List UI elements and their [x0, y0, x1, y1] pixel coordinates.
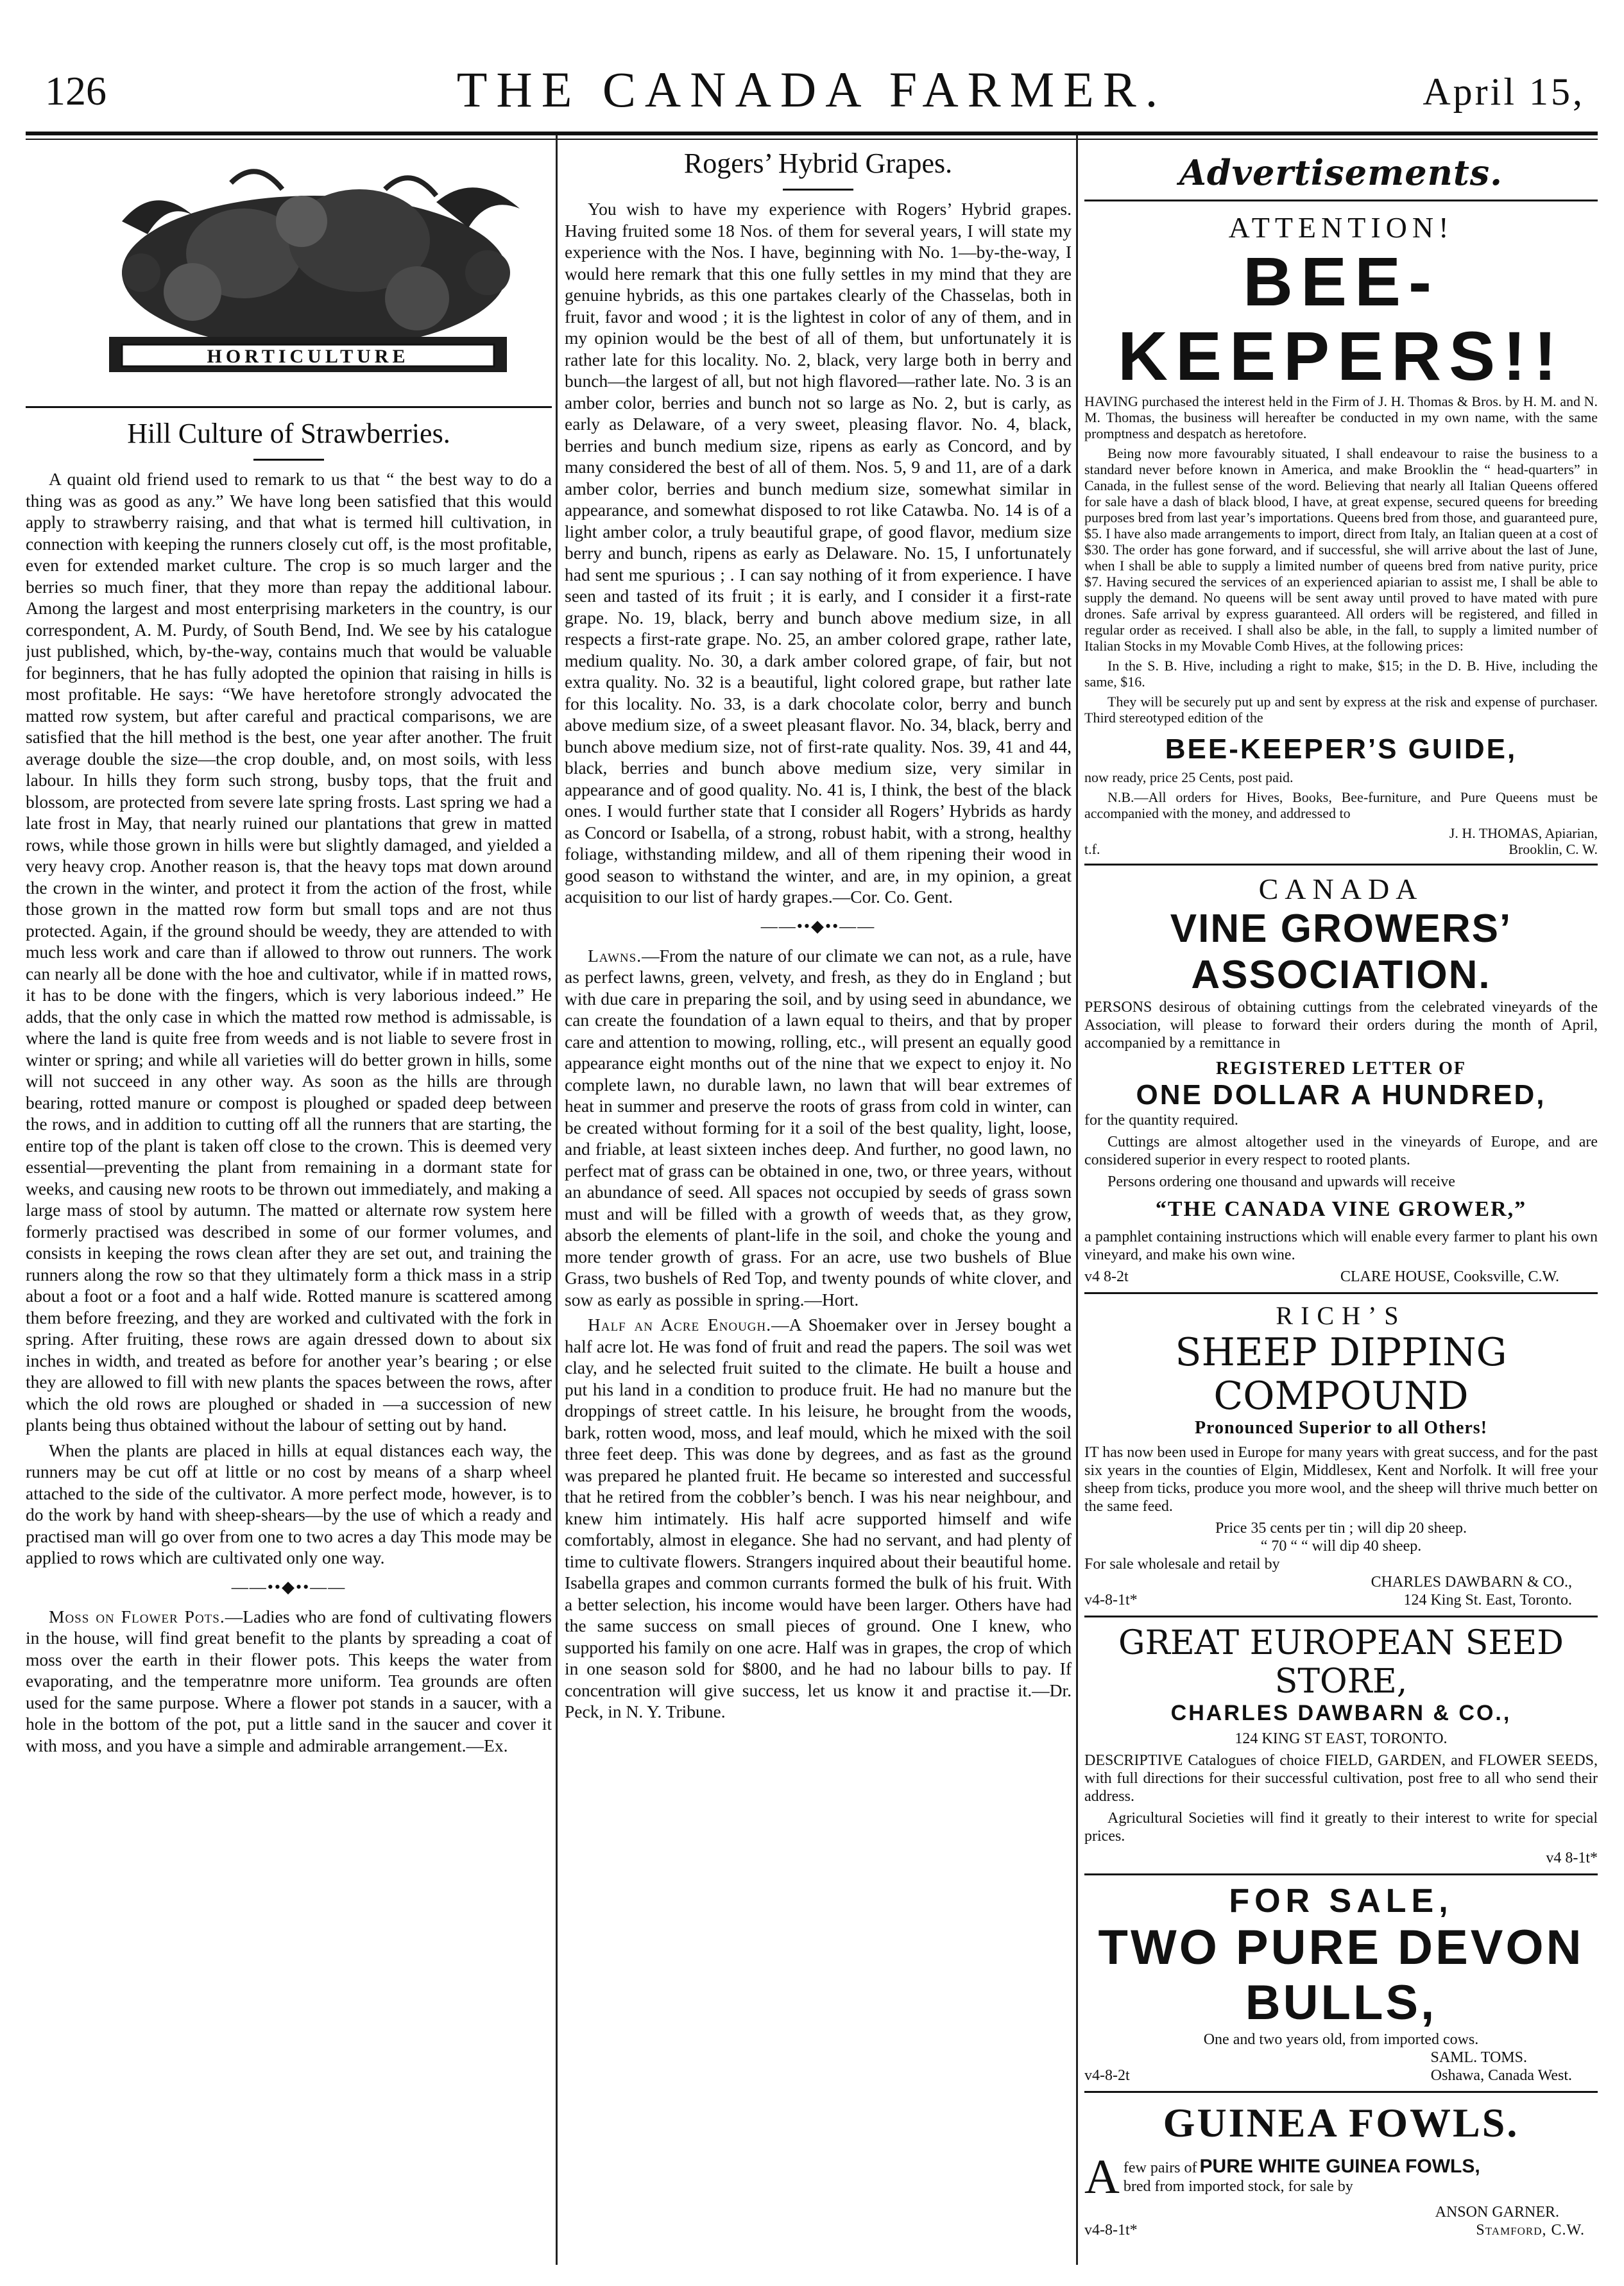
ad-bee-keepers [1084, 210, 1598, 857]
article-paragraph [26, 1606, 552, 1757]
ad-paragraph: Agricultural Societies will find it greatly to their interest to write for special prices. [1084, 1810, 1598, 1845]
ad-paragraph: They will be securely put up and sent by express at the risk and expense of purchaser. Third stereotyped edition of the [1084, 694, 1598, 726]
article-text: —From the nature of our climate we can not, as a rule, have as perfect lawns, green, velvety, and fresh, as they do in England ; but with due care in preparing the soil, and by using seed in abundance, we can create the foundation of a lawn equal to theirs, and that by proper care and attention to mowing, rolling, etc., will present an equally good appearance eight months out of the nine that we expect to enjoy it. No complete lawn, no durable lawn, no lawn that will bear extremes of heat in summer and preserve the roots of grass from cold in winter, can be created without forming for it a soil of the best quality, light, loose, and friable, at least sixteen inches deep. And further, no good lawn, no perfect mat of grass can be obtained in one, two, or three years, without an abundance of seed. All spaces not occupied by seeds of grass sown must and will be filled with a growth of weeds that, as they grow, absorb the elements of plant-life in the soil, and choke the young and more tender growth of grass. For an acre, use two bushels of Blue Grass, two bushels of Red Top, and twenty pounds of white clover, and sow as early as possible in spring.—Hort. [565, 945, 1072, 1309]
ad-price: Price 35 cents per tin ; will dip 20 sheep. [1215, 1520, 1467, 1537]
article-paragraph [565, 1314, 1072, 1723]
section-rule [26, 406, 552, 408]
header-rule-thin [26, 139, 1598, 140]
ad-headline: GREAT EUROPEAN SEED STORE, [1118, 1624, 1564, 1701]
article-text: —A Shoemaker over in Jersey bought a half acre lot. He was fond of fruit and read the papers. The soil was wet clay, and he selected fruit suited to the climate. He built a house and put his land in a condition to produce fruit. He had no manure but the droppings of street cattle. In his leisure, he brought from the woods, bark, rotten wood, moss, and leaf mould, which he mixed with the soil three feet deep. This was done by degrees, and as fast as the ground was prepared he planted fruit. He became so interested and successful that he retired from the cobbler’s bench. I was his near neighbour, and knew him intimately. His half acre supported himself and wife comfortably, almost in elegance. She had no servant, and had plenty of time to cultivate flowers. Strangers inquired about their beautiful home. Isabella grapes and common currants formed the bulk of his fruit. With a better selection, his income would have been larger. Others have had the same success on small pieces of ground. One I knew, who supported his family on one acre. Half was in grapes, the crop of which in one season sold for $800, and he had no labour bills to pay. If concentration will give success, let us know it and practise it.—Dr. Peck, in N. Y. Tribune. [565, 1315, 1072, 1721]
ad-paragraph: N.B.—All orders for Hives, Books, Bee-furniture, and Pure Queens must be accompanied with the money, and addressed to [1084, 789, 1598, 821]
ad-line-few: few pairs of [1123, 2160, 1197, 2176]
ad-paragraph: Cuttings are almost altogether used in the vineyards of Europe, and are considered superior in every respect to rooted plants. [1084, 1134, 1598, 1168]
ad-sale: For sale wholesale and retail by [1084, 1556, 1280, 1573]
ad-price: “ 70 “ “ will dip 40 sheep. [1260, 1538, 1422, 1555]
horticulture-label: HORTICULTURE [207, 346, 409, 367]
ad-headline: VINE GROWERS’ ASSOCIATION. [1170, 907, 1512, 997]
ad-line-bold: PURE WHITE GUINEA FOWLS, [1199, 2156, 1480, 2177]
ad-pamphlet-title: “THE CANADA VINE GROWER,” [1155, 1197, 1527, 1221]
column-2 [565, 144, 1072, 2262]
column-3-advertisements [1084, 144, 1598, 2262]
ad-guide-title: BEE-KEEPER’S GUIDE, [1165, 733, 1517, 765]
ad-registered-letter: REGISTERED LETTER OF [1215, 1059, 1467, 1079]
article-title: Hill Culture of Strawberries. [127, 418, 450, 449]
ad-devon-bulls [1084, 1882, 1598, 2085]
ad-dropcap: A [1084, 2156, 1120, 2197]
ad-code: v4-8-2t [1084, 2067, 1130, 2084]
ad-code: v4 8-2t [1084, 1268, 1129, 1285]
ad-footer-row [1084, 2067, 1598, 2085]
paper-title: THE CANADA FARMER. [456, 62, 1167, 117]
ad-rule [1084, 1616, 1598, 1617]
ad-for-sale: FOR SALE, [1229, 1882, 1453, 1920]
advertisements-heading: Advertisements. [1179, 152, 1503, 193]
ad-guide-note: now ready, price 25 Cents, post paid. [1084, 769, 1294, 785]
column-rule [1076, 135, 1078, 2265]
ad-richs: RICH’S [1276, 1301, 1406, 1330]
ad-seller: SAML. TOMS. [1430, 2049, 1527, 2066]
ad-footer-row [1084, 1591, 1598, 1609]
ad-footer-row [1084, 2221, 1598, 2239]
ad-paragraph: a pamphlet containing instructions which will enable every farmer to plant his own vineyard, and make his own wine. [1084, 1229, 1598, 1263]
ad-sheep-dipping [1084, 1301, 1598, 1609]
page-number: 126 [45, 68, 107, 114]
ad-place: Oshawa, Canada West. [1430, 2067, 1572, 2084]
article-paragraph: When the plants are placed in hills at equal distances each way, the runners may be cut off at little or no cost by means of a sharp wheel attached to the side of the cultivator. A more perfect mode, however, is to do the work by hand with sheep-shears—by the use of which a ready and practised man will go over from one to two acres a day This mode may be applied to rows which are cultivated only one way. [26, 1440, 552, 1567]
ad-paragraph: PERSONS desirous of obtaining cuttings from the celebrated vineyards of the Association, will please to forward their orders during the month of April, accompanied by a remittance in [1084, 999, 1598, 1052]
title-rule [253, 459, 324, 461]
ad-signer-row [1084, 841, 1598, 857]
article-paragraph: A quaint old friend used to remark to us that “ the best way to do a thing was as good as any.” We have long been satisfied that this would apply to strawberry raising, and that what is termed hill cultivation, in connection with keeping the runners closely cut off, is the most profitable, even for extended market culture. The crop is so much larger and the berries so much finer, that they more than repay the additional labour. Among the largest and most enterprising marketers in the country, is our correspondent, A. M. Purdy, of South Bend, Ind. We see by his catalogue just published, which, by-the-way, contains much that would be valuable for beginners, that he has fully adopted the opinion that raising in hills is most profitable. He says: “We have heretofore strongly advocated the matted row system, but after careful and practical comparisons, we are satisfied that the hill method is the best, one year after another. The fruit average double the size—the crop double, and, on most soils, with less labour. In hills they form such strong, busby tops, that the fruit and blossom, are protected from severe late spring frosts. Last spring we had a late frost in May, that nearly ruined our plantations that grew in matted rows, while those grown in hills were but slightly damaged, and yielded a very heavy crop. Another reason is, that the heavy tops mat down around the crown in the winter, and protect it from the action of the frost, while those grown in the matted row form but small tops and are not thus protected. Again, if the ground should be weedy, they are attended to with much less work and care than if allowed to throw out runners. The work can nearly all be done with the hoe and cultivator, while if in matted rows, it has to be done with the fingers, which is very laborious indeed.” He adds, that the only case in which the matted row method is admissable, is where the land is quite free from weeds and is not liable to severe frost in winter or spring; and while all varieties will do better grown in hills, some will not succeed in any other way. As soon as the hills are through bearing, rotted manure or compost is ploughed or spaded deep between the rows, and in addition to cutting off all the runners that are starting, the entire top of the plant is taken off close to the crown. This is deemed very essential—preventing the plant from remaining in a dormant state for weeks, and causing new roots to be thrown out immediately, and making a large mass of stool by autumn. The matted or alternate row system here formerly practised was described in some of our former volumes, and consists in keeping the rows clean after they are set out, and training the runners along the row so that they ultimately form a thick mass in a strip about a foot or a foot and a half wide. Rotted manure is scattered among them before freezing, and they are worked and cultivated with the fork in spring. After fruiting, these rows are again dressed down to about six inches in width, and treated as before for another year’s bearing ; or else they are allowed to fill with new plants the spaces between the rows, after which the old rows are ploughed or shaded in —a succession of new plants being thus obtained without the labour of setting out by hand. [26, 469, 552, 1435]
horticulture-engraving [26, 144, 552, 401]
ad-code: v4-8-1t* [1084, 1592, 1138, 1608]
ad-code: v4-8-1t* [1084, 2222, 1138, 2239]
ad-paragraph: Persons ordering one thousand and upwards will receive [1107, 1173, 1455, 1190]
ad-paragraph: HAVING purchased the interest held in the Firm of J. H. Thomas & Bros. by H. M. and N. M. Thomas, the business will hereafter be conducted in my own name, with the same promptness and despatch as heretofore. [1084, 393, 1598, 441]
ad-pronounced: Pronounced Superior to all Others! [1194, 1418, 1488, 1438]
ad-paragraph: In the S. B. Hive, including a right to make, $15; in the D. B. Hive, including the same, $16. [1084, 658, 1598, 690]
ad-address: 124 KING ST EAST, TORONTO. [1235, 1730, 1448, 1747]
article-title: Rogers’ Hybrid Grapes. [683, 148, 953, 179]
ad-address: CLARE HOUSE, Cooksville, C.W. [1340, 1268, 1559, 1285]
ad-rule [1084, 200, 1598, 201]
article-text: —Ladies who are fond of cultivating flowers in the house, will find great benefit to the plants by spreading a coat of moss over the earth in their flower pots. This keeps the water from evaporating, and the temperatnre more uniform. Tea grounds are often used for the same purpose. Where a flower pot stands in a saucer, with a hole in the bottom of the pot, put a little sand in the saucer and cover it with moss, and you have a simple and admirable arrangement.—Ex. [26, 1606, 552, 1755]
ad-footer-row [1084, 1268, 1598, 1286]
ad-rule [1084, 1873, 1598, 1875]
title-rule [783, 189, 853, 191]
horticulture-cut-icon [26, 144, 552, 401]
ad-line: One and two years old, from imported cows. [1203, 2031, 1479, 2048]
ad-line [1084, 2156, 1598, 2197]
article-heading: Moss on Flower Pots. [49, 1606, 225, 1626]
ad-rule [1084, 2091, 1598, 2093]
article-heading: Half an Acre Enough. [588, 1315, 772, 1335]
ad-code: v4 8-1t* [1546, 1850, 1598, 1866]
issue-date: April 15, [1423, 71, 1585, 113]
ad-attention: ATTENTION! [1228, 211, 1454, 244]
ad-seller: ANSON GARNER. [1435, 2204, 1559, 2221]
masthead [26, 61, 1598, 132]
ad-headline: TWO PURE DEVON BULLS, [1098, 1920, 1584, 2030]
ornamental-separator: ——••◆••—— [760, 916, 876, 935]
ad-place: Stamford, C.W. [1476, 2222, 1585, 2239]
article-paragraph: You wish to have my experience with Rogers’ Hybrid grapes. Having fruited some 18 Nos. of them for several years, I will state my experience with the Nos. I have, beginning with No. 1—by-the-way, I would here remark that this one fully settles in my mind that they are genuine hybrids, as this one partakes clearly of the Chasselas, both in fruit, favor and wood ; it is the lightest in color of any of them, and in my opinion would be the best of all of them, but unfortunately it is rather late for this locality. No. 2, black, very large both in berry and bunch—the largest of all, but not high flavored—rather late. No. 3 is an amber color, berries and bunch not so large as No. 2, but is carly, as early as Delaware, of a very sweet, pleasing flavor. No. 4, black, berries and bunch medium size, ripens as early as Concord, and by many considered the best of all of them. Nos. 5, 9 and 11, are of a dark amber color, berries and bunch medium size, somewhat similar in appearance, and somewhat disposed to rot like Catawba. No. 14 is of a light amber color, a truly beautiful grape, of good flavor, medium size berry and bunch, ripens as early as Delaware. No. 15, I unfortunately had sent me spurious ; . I can say nothing of it from experience. I have seen and tasted of its fruit ; it is early, and I consider it a first-rate grape. No. 19, black, berry and bunch above medium size, in all respects a first-rate grape. No. 25, an amber colored grape, rather late, medium quality. No. 30, a dark amber colored grape, of fair, but not extra quality. No. 32 is a beautiful, light colored grape, but rather late for this locality. No. 33, is a dark chocolate color, berry and bunch above medium size, of a sweet pleasant flavor. No. 34, black, berry and bunch above medium size, not of first-rate quality. Nos. 39, 41 and 44, black, berries and bunch above medium size, very similar in appearance and of good quality. No. 41 is, I think, the best of the black ones. I would further state that I consider all Rogers’ Hybrids as hardy as Concord or Isabella, of a strong, robust habit, with a strong, healthy foliage, withstanding mildew, and all of them ripening their wood in good season to withstand the winter, and are, in my opinion, a great acquisition to our list of hardy grapes.—Cor. Co. Gent. [565, 199, 1072, 907]
ad-quantity: for the quantity required. [1084, 1112, 1238, 1129]
ad-canada: CANADA [1258, 873, 1424, 905]
header-rule [26, 132, 1598, 135]
ad-headline: SHEEP DIPPING COMPOUND [1175, 1330, 1507, 1419]
ad-paragraph: IT has now been used in Europe for many years with great success, and for the past six years in the counties of Elgin, Middlesex, Kent and Norfolk. It will free your sheep from ticks, produce you more wool, and the sheep will thrive much better on the same feed. [1084, 1444, 1598, 1515]
column-1 [26, 144, 552, 2262]
ad-headline: BEE-KEEPERS!! [1117, 243, 1565, 395]
ornamental-separator: ——••◆••—— [231, 1577, 346, 1596]
ad-paragraph: Being now more favourably situated, I shall endeavour to raise the business to a standard never before known in America, and make Brooklin the “ head-quarters” in Canada, in the fullest sense of the word. Believing that nearly all Italian Queens offered for sale have a dash of black blood, I have, at great expense, secured queens for breeding purposes bred from last year’s importations. Queens bred from those, and guaranteed pure, $5. I have also made arrangements to import, direct from Italy, an Italian queen at a cost of $30. The order has gone forward, and if successful, she will arrive about the last of June, when I shall be able to supply a limited number of queens bred from native purity, price $7. Having secured the services of an experienced apiarian to assist me, I shall be able to supply the demand. No queens will be sent away until proved to have mated with pure drones. Safe arrival by express guaranteed. All orders will be registered, and filled in regular order as received. I shall also be able, in the fall, to supply a limited number of Italian Stocks in my Movable Comb Hives, at the following prices: [1084, 445, 1598, 654]
ad-signer: J. H. THOMAS, Apiarian, [1449, 825, 1598, 841]
article-paragraph [565, 945, 1072, 1311]
ad-one-dollar: ONE DOLLAR A HUNDRED, [1136, 1079, 1546, 1111]
ad-signer-place: Brooklin, C. W. [1509, 841, 1598, 857]
ad-seed-store [1084, 1624, 1598, 1867]
ad-headline: GUINEA FOWLS. [1163, 2100, 1519, 2145]
ad-paragraph: DESCRIPTIVE Catalogues of choice FIELD, GARDEN, and FLOWER SEEDS, with full directions for their successful cultivation, post free to all who send their address. [1084, 1752, 1598, 1805]
ad-code: t.f. [1084, 841, 1100, 857]
ad-firm: CHARLES DAWBARN & CO., [1170, 1701, 1512, 1725]
ad-vine-growers [1084, 872, 1598, 1286]
ad-line-bred: bred from imported stock, for sale by [1123, 2178, 1353, 2195]
column-rule [556, 135, 558, 2265]
ad-rule [1084, 864, 1598, 866]
ad-seller-address: 124 King St. East, Toronto. [1403, 1592, 1572, 1608]
ad-seller: CHARLES DAWBARN & CO., [1371, 1574, 1572, 1591]
article-heading: Lawns. [588, 945, 642, 966]
ad-guinea-fowls [1084, 2099, 1598, 2239]
ad-rule [1084, 1292, 1598, 1294]
